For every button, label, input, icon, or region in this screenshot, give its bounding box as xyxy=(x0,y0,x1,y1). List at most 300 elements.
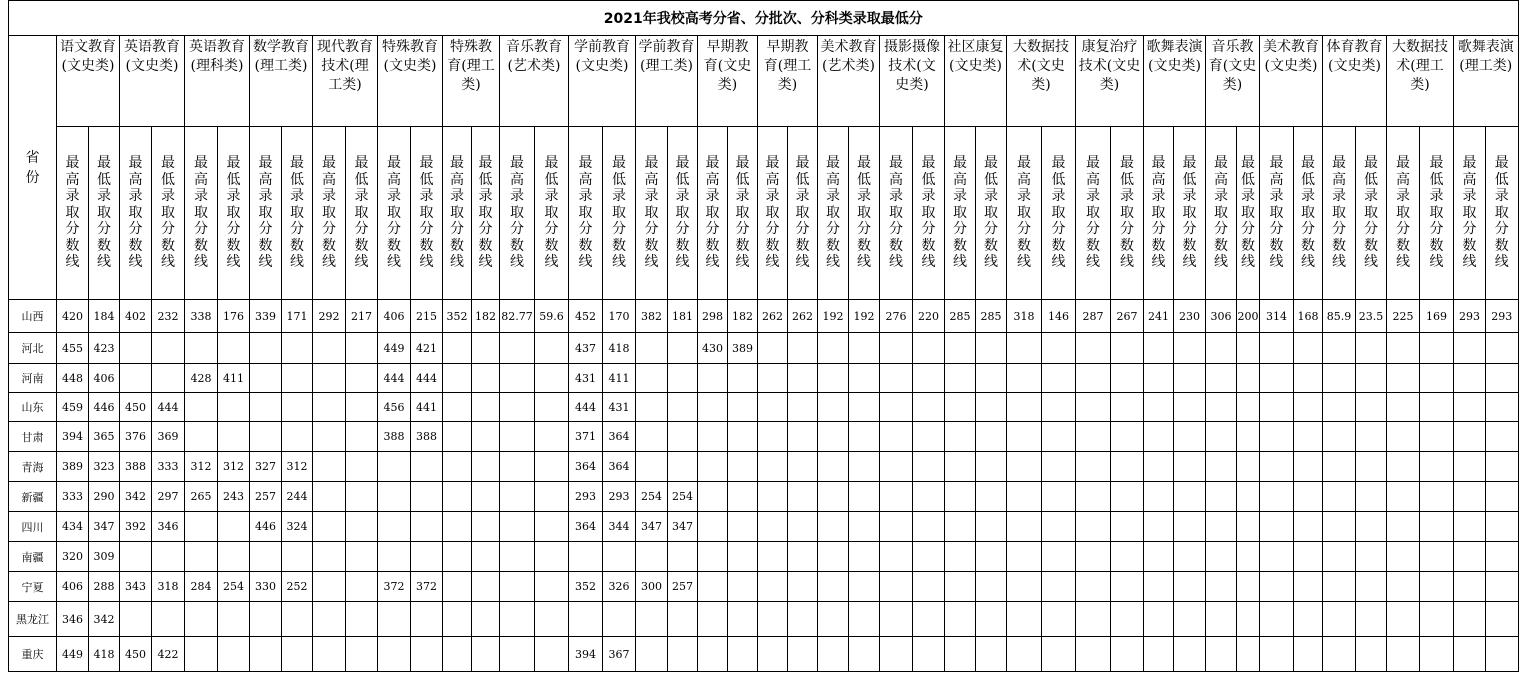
min-score-cell xyxy=(218,333,250,364)
max-score-cell xyxy=(1206,542,1237,572)
min-score-cell xyxy=(1042,452,1076,482)
min-score-cell: 323 xyxy=(89,452,120,482)
max-score-cell xyxy=(1007,452,1042,482)
max-score-cell xyxy=(1007,602,1042,637)
min-score-cell xyxy=(1237,364,1260,393)
major-header-label: 特殊教育(文史类) xyxy=(382,39,438,74)
min-score-cell: 446 xyxy=(89,393,120,422)
min-score-header: 最低录取分数线 xyxy=(976,127,1007,300)
max-score-cell: 338 xyxy=(185,300,218,333)
max-score-header: 最高录取分数线 xyxy=(945,127,976,300)
min-score-cell xyxy=(472,572,500,602)
province-cell: 甘肃 xyxy=(9,422,57,452)
max-score-cell xyxy=(945,572,976,602)
min-score-cell: 309 xyxy=(89,542,120,572)
max-score-cell xyxy=(880,333,913,364)
min-score-cell: 290 xyxy=(89,482,120,512)
max-score-cell xyxy=(1260,542,1294,572)
max-score-header: 最高录取分数线 xyxy=(880,127,913,300)
min-score-cell xyxy=(346,602,378,637)
min-score-cell xyxy=(1111,512,1144,542)
min-score-cell xyxy=(346,572,378,602)
min-score-cell: 346 xyxy=(152,512,185,542)
major-header-label: 美术教育(艺术类) xyxy=(820,39,877,74)
max-score-cell xyxy=(443,422,472,452)
max-score-cell xyxy=(1007,422,1042,452)
min-score-cell xyxy=(1174,572,1206,602)
min-score-cell: 388 xyxy=(411,422,443,452)
max-score-cell: 262 xyxy=(758,300,788,333)
max-score-cell: 285 xyxy=(945,300,976,333)
max-score-cell: 449 xyxy=(57,637,89,672)
major-header-label: 语文教育(文史类) xyxy=(60,39,116,74)
min-score-cell xyxy=(1237,512,1260,542)
max-score-cell xyxy=(443,572,472,602)
max-score-cell: 330 xyxy=(250,572,282,602)
max-score-cell xyxy=(1007,393,1042,422)
province-cell: 河北 xyxy=(9,333,57,364)
min-score-cell xyxy=(1486,482,1519,512)
min-score-cell xyxy=(849,422,880,452)
min-score-cell xyxy=(1294,393,1323,422)
max-score-cell: 320 xyxy=(57,542,89,572)
min-score-cell xyxy=(1237,542,1260,572)
min-score-cell: 59.6 xyxy=(535,300,569,333)
min-score-cell xyxy=(472,422,500,452)
min-score-cell xyxy=(1111,452,1144,482)
min-score-cell xyxy=(1294,512,1323,542)
max-score-cell xyxy=(1007,333,1042,364)
min-score-cell: 230 xyxy=(1174,300,1206,333)
min-score-cell xyxy=(913,637,945,672)
min-score-cell xyxy=(1486,393,1519,422)
min-score-cell xyxy=(1420,422,1454,452)
min-score-cell xyxy=(788,542,818,572)
max-score-cell xyxy=(1144,512,1174,542)
min-score-cell xyxy=(1237,393,1260,422)
max-score-cell xyxy=(1260,637,1294,672)
major-header-label: 大数据技术(文史类) xyxy=(1013,39,1069,93)
max-score-cell: 452 xyxy=(569,300,603,333)
min-score-cell: 441 xyxy=(411,393,443,422)
max-score-cell xyxy=(698,637,728,672)
max-score-cell xyxy=(636,602,668,637)
max-score-cell: 241 xyxy=(1144,300,1174,333)
max-score-cell xyxy=(818,602,849,637)
min-score-cell xyxy=(668,542,698,572)
max-score-cell xyxy=(758,452,788,482)
min-score-cell xyxy=(472,393,500,422)
min-score-header: 最低录取分数线 xyxy=(1174,127,1206,300)
min-score-cell xyxy=(976,572,1007,602)
max-score-cell: 293 xyxy=(1454,300,1486,333)
max-score-cell xyxy=(1144,482,1174,512)
max-score-cell xyxy=(758,422,788,452)
major-header xyxy=(1076,36,1144,127)
max-score-cell xyxy=(1206,364,1237,393)
table-row xyxy=(9,364,1519,393)
min-score-cell: 262 xyxy=(788,300,818,333)
min-score-cell xyxy=(1174,637,1206,672)
min-score-cell: 318 xyxy=(152,572,185,602)
max-score-header: 最高录取分数线 xyxy=(1007,127,1042,300)
min-score-cell xyxy=(1486,542,1519,572)
max-score-cell xyxy=(880,482,913,512)
min-score-cell xyxy=(1174,364,1206,393)
max-score-cell: 388 xyxy=(120,452,152,482)
max-score-header: 最高录取分数线 xyxy=(313,127,346,300)
max-score-cell xyxy=(1144,452,1174,482)
min-score-cell: 431 xyxy=(603,393,636,422)
min-score-cell xyxy=(1042,572,1076,602)
max-score-header: 最高录取分数线 xyxy=(185,127,218,300)
min-score-cell: 389 xyxy=(728,333,758,364)
min-score-cell: 146 xyxy=(1042,300,1076,333)
max-score-cell xyxy=(636,333,668,364)
min-score-cell xyxy=(1237,422,1260,452)
min-score-cell xyxy=(1174,482,1206,512)
min-score-cell xyxy=(668,602,698,637)
min-score-cell xyxy=(788,482,818,512)
min-score-cell xyxy=(1356,452,1387,482)
max-score-cell xyxy=(818,333,849,364)
max-score-cell: 406 xyxy=(378,300,411,333)
max-score-cell xyxy=(1387,482,1420,512)
max-score-cell xyxy=(500,364,535,393)
max-score-cell: 389 xyxy=(57,452,89,482)
max-score-cell: 327 xyxy=(250,452,282,482)
major-header xyxy=(1387,36,1454,127)
max-score-cell xyxy=(500,393,535,422)
max-score-cell: 85.9 xyxy=(1323,300,1356,333)
max-score-cell xyxy=(698,512,728,542)
table-row xyxy=(9,542,1519,572)
min-score-cell xyxy=(535,637,569,672)
min-score-cell xyxy=(913,482,945,512)
max-score-cell xyxy=(1076,572,1111,602)
major-header-label: 歌舞表演(理工类) xyxy=(1457,39,1514,74)
max-score-cell: 406 xyxy=(57,572,89,602)
min-score-cell xyxy=(218,512,250,542)
min-score-cell xyxy=(913,422,945,452)
max-score-cell xyxy=(945,542,976,572)
max-score-cell xyxy=(185,512,218,542)
min-score-cell xyxy=(411,637,443,672)
table-row xyxy=(9,393,1519,422)
province-cell: 四川 xyxy=(9,512,57,542)
min-score-cell xyxy=(411,542,443,572)
min-score-cell xyxy=(849,637,880,672)
max-score-header: 最高录取分数线 xyxy=(818,127,849,300)
max-score-cell xyxy=(636,422,668,452)
min-score-cell xyxy=(411,602,443,637)
min-score-cell xyxy=(1356,602,1387,637)
max-score-cell xyxy=(818,637,849,672)
max-score-cell xyxy=(945,452,976,482)
min-score-header: 最低录取分数线 xyxy=(282,127,313,300)
max-score-cell: 300 xyxy=(636,572,668,602)
max-score-cell: 82.77 xyxy=(500,300,535,333)
table-row xyxy=(9,512,1519,542)
max-score-cell xyxy=(1387,637,1420,672)
min-score-cell xyxy=(849,333,880,364)
max-score-cell: 306 xyxy=(1206,300,1237,333)
min-score-cell xyxy=(1420,542,1454,572)
max-score-cell: 402 xyxy=(120,300,152,333)
max-score-cell: 392 xyxy=(120,512,152,542)
max-score-cell xyxy=(1387,542,1420,572)
min-score-cell: 254 xyxy=(668,482,698,512)
min-score-cell xyxy=(1486,637,1519,672)
table-row xyxy=(9,300,1519,333)
min-score-cell xyxy=(849,602,880,637)
major-header-label: 学前教育(文史类) xyxy=(574,39,630,74)
max-score-cell xyxy=(378,482,411,512)
max-score-cell xyxy=(250,422,282,452)
min-score-cell xyxy=(346,393,378,422)
major-header xyxy=(1260,36,1323,127)
max-score-cell xyxy=(443,452,472,482)
max-score-cell xyxy=(500,602,535,637)
min-score-cell xyxy=(728,482,758,512)
min-score-cell: 215 xyxy=(411,300,443,333)
min-score-cell xyxy=(913,452,945,482)
min-score-cell: 347 xyxy=(668,512,698,542)
min-score-cell xyxy=(1042,393,1076,422)
min-score-cell: 252 xyxy=(282,572,313,602)
min-score-cell xyxy=(535,512,569,542)
min-score-header: 最低录取分数线 xyxy=(1237,127,1260,300)
min-score-header: 最低录取分数线 xyxy=(849,127,880,300)
max-score-cell xyxy=(758,602,788,637)
min-score-cell xyxy=(218,422,250,452)
max-score-cell xyxy=(1007,482,1042,512)
min-score-cell xyxy=(976,333,1007,364)
major-header xyxy=(1454,36,1519,127)
max-score-cell xyxy=(1454,637,1486,672)
max-score-cell xyxy=(758,364,788,393)
min-score-header: 最低录取分数线 xyxy=(152,127,185,300)
min-score-cell xyxy=(976,393,1007,422)
max-score-header: 最高录取分数线 xyxy=(1387,127,1420,300)
min-score-cell xyxy=(913,333,945,364)
min-score-cell xyxy=(1042,422,1076,452)
min-score-cell xyxy=(346,333,378,364)
min-score-cell xyxy=(728,393,758,422)
min-score-cell xyxy=(976,637,1007,672)
max-score-cell xyxy=(1260,422,1294,452)
min-score-cell xyxy=(1356,542,1387,572)
province-cell: 重庆 xyxy=(9,637,57,672)
min-score-header: 最低录取分数线 xyxy=(668,127,698,300)
max-score-cell xyxy=(636,542,668,572)
min-score-cell xyxy=(913,602,945,637)
major-header-label: 现代教育技术(理工类) xyxy=(317,39,373,93)
table-row xyxy=(9,572,1519,602)
min-score-cell xyxy=(849,393,880,422)
max-score-header: 最高录取分数线 xyxy=(500,127,535,300)
max-score-cell xyxy=(1260,364,1294,393)
min-score-header: 最低录取分数线 xyxy=(218,127,250,300)
max-score-cell xyxy=(698,482,728,512)
min-score-cell xyxy=(913,512,945,542)
province-cell: 南疆 xyxy=(9,542,57,572)
min-score-cell xyxy=(1486,422,1519,452)
min-score-cell xyxy=(849,542,880,572)
major-header-label: 美术教育(文史类) xyxy=(1263,39,1319,74)
min-score-cell xyxy=(472,542,500,572)
min-score-cell xyxy=(603,602,636,637)
max-score-cell xyxy=(1323,602,1356,637)
min-score-cell xyxy=(1294,482,1323,512)
min-score-cell: 171 xyxy=(282,300,313,333)
min-score-cell xyxy=(1237,452,1260,482)
max-score-cell: 339 xyxy=(250,300,282,333)
max-score-cell xyxy=(818,572,849,602)
title-row xyxy=(9,1,1519,36)
max-score-cell xyxy=(1206,512,1237,542)
major-header-label: 摄影摄像技术(文史类) xyxy=(884,39,940,93)
min-score-cell: 411 xyxy=(603,364,636,393)
max-score-cell: 456 xyxy=(378,393,411,422)
max-score-cell xyxy=(1076,542,1111,572)
min-score-cell xyxy=(1420,393,1454,422)
min-score-cell: 367 xyxy=(603,637,636,672)
min-score-cell: 333 xyxy=(152,452,185,482)
min-score-cell xyxy=(1356,393,1387,422)
max-score-cell xyxy=(1076,452,1111,482)
min-score-cell xyxy=(1486,512,1519,542)
table-row xyxy=(9,637,1519,672)
min-score-cell xyxy=(1042,542,1076,572)
max-score-cell xyxy=(378,512,411,542)
max-score-cell xyxy=(880,393,913,422)
max-score-cell xyxy=(1454,333,1486,364)
max-score-cell xyxy=(1007,512,1042,542)
min-score-cell xyxy=(535,393,569,422)
min-score-cell xyxy=(535,364,569,393)
min-score-cell xyxy=(1111,333,1144,364)
min-score-cell xyxy=(282,364,313,393)
max-score-cell xyxy=(698,602,728,637)
min-score-cell: 254 xyxy=(218,572,250,602)
min-score-cell xyxy=(1356,512,1387,542)
min-score-cell xyxy=(788,333,818,364)
max-score-cell: 343 xyxy=(120,572,152,602)
min-score-cell xyxy=(788,452,818,482)
major-header-label: 社区康复(文史类) xyxy=(947,39,1004,74)
max-score-cell: 364 xyxy=(569,452,603,482)
max-score-cell: 292 xyxy=(313,300,346,333)
max-score-cell xyxy=(758,637,788,672)
min-score-cell xyxy=(218,637,250,672)
max-score-cell: 192 xyxy=(818,300,849,333)
max-score-cell xyxy=(500,452,535,482)
province-cell: 山西 xyxy=(9,300,57,333)
max-score-cell xyxy=(1323,452,1356,482)
max-score-cell xyxy=(1454,482,1486,512)
max-score-cell xyxy=(758,572,788,602)
max-score-cell: 293 xyxy=(569,482,603,512)
min-score-cell: 344 xyxy=(603,512,636,542)
min-score-cell xyxy=(1486,602,1519,637)
min-score-cell xyxy=(152,542,185,572)
max-score-cell xyxy=(945,637,976,672)
min-score-cell xyxy=(849,452,880,482)
min-score-cell xyxy=(1174,602,1206,637)
min-score-cell xyxy=(1356,572,1387,602)
max-score-cell: 333 xyxy=(57,482,89,512)
max-score-header: 最高录取分数线 xyxy=(1260,127,1294,300)
major-header xyxy=(250,36,313,127)
max-score-header: 最高录取分数线 xyxy=(378,127,411,300)
max-score-header: 最高录取分数线 xyxy=(569,127,603,300)
min-score-header: 最低录取分数线 xyxy=(1294,127,1323,300)
min-score-cell xyxy=(1111,637,1144,672)
min-score-cell xyxy=(668,364,698,393)
max-score-cell xyxy=(500,542,535,572)
min-score-cell xyxy=(668,422,698,452)
max-score-cell: 394 xyxy=(569,637,603,672)
min-score-cell xyxy=(1420,512,1454,542)
max-score-cell: 420 xyxy=(57,300,89,333)
min-score-cell xyxy=(1294,572,1323,602)
min-score-cell xyxy=(535,422,569,452)
min-score-cell xyxy=(346,542,378,572)
min-score-cell xyxy=(976,422,1007,452)
max-score-cell xyxy=(1144,333,1174,364)
min-score-cell xyxy=(472,602,500,637)
min-score-cell xyxy=(472,637,500,672)
min-score-cell xyxy=(728,422,758,452)
major-header-label: 歌舞表演(文史类) xyxy=(1146,39,1203,74)
max-score-header: 最高录取分数线 xyxy=(1076,127,1111,300)
major-header xyxy=(945,36,1007,127)
min-score-cell xyxy=(1237,637,1260,672)
min-score-cell: 288 xyxy=(89,572,120,602)
min-score-cell xyxy=(282,393,313,422)
min-score-cell xyxy=(472,333,500,364)
max-score-cell: 388 xyxy=(378,422,411,452)
max-score-cell xyxy=(1076,602,1111,637)
min-score-cell xyxy=(1486,364,1519,393)
major-header xyxy=(57,36,120,127)
min-score-cell xyxy=(1042,482,1076,512)
max-score-cell xyxy=(1387,512,1420,542)
min-score-header: 最低录取分数线 xyxy=(1356,127,1387,300)
min-score-cell xyxy=(1356,637,1387,672)
min-score-cell: 369 xyxy=(152,422,185,452)
min-score-cell: 423 xyxy=(89,333,120,364)
min-score-cell xyxy=(1294,602,1323,637)
max-score-cell: 428 xyxy=(185,364,218,393)
min-score-cell xyxy=(346,637,378,672)
min-score-cell: 244 xyxy=(282,482,313,512)
min-score-cell xyxy=(728,572,758,602)
max-score-cell: 444 xyxy=(569,393,603,422)
max-score-cell: 342 xyxy=(120,482,152,512)
min-score-cell xyxy=(282,602,313,637)
min-score-cell xyxy=(411,512,443,542)
max-score-cell xyxy=(818,512,849,542)
max-score-cell xyxy=(1260,393,1294,422)
min-score-cell xyxy=(849,482,880,512)
table-row xyxy=(9,452,1519,482)
table-row xyxy=(9,602,1519,637)
max-score-cell xyxy=(185,602,218,637)
max-score-cell xyxy=(1206,482,1237,512)
max-score-cell xyxy=(758,333,788,364)
